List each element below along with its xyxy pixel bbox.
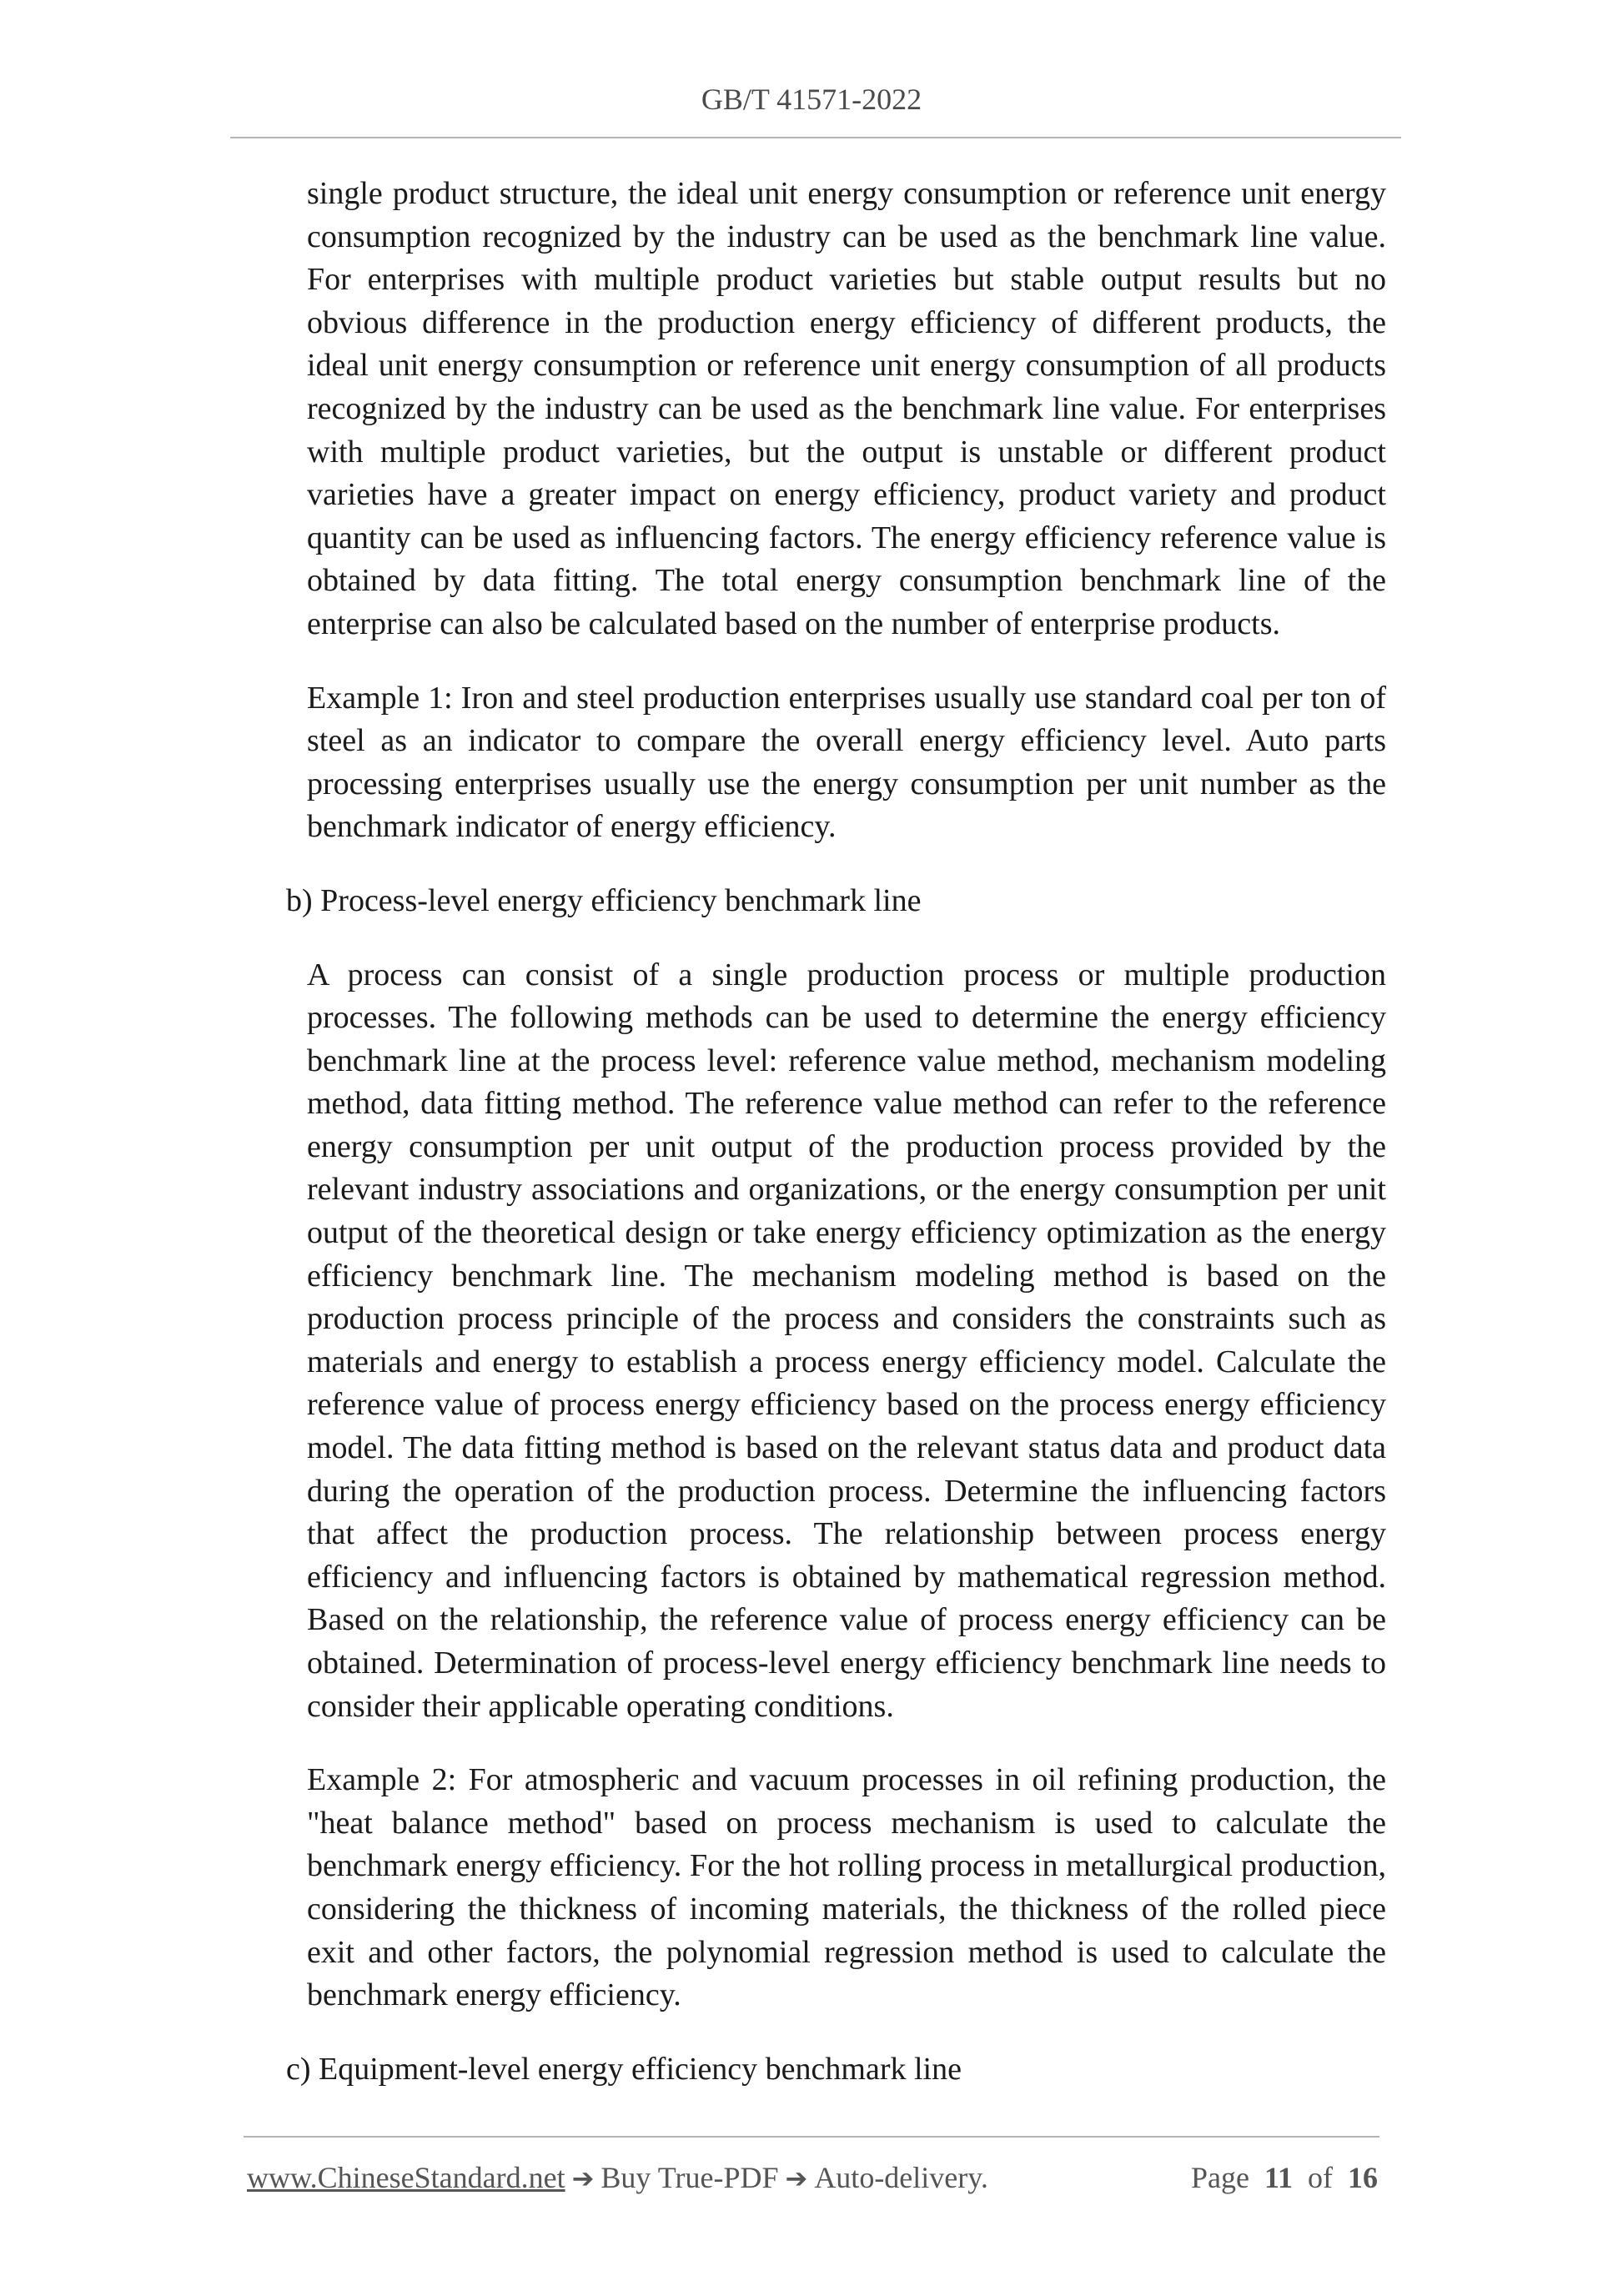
buy-pdf-link[interactable]: Buy True-PDF xyxy=(600,2161,779,2194)
header-divider xyxy=(230,137,1401,138)
auto-delivery-text: Auto-delivery. xyxy=(814,2161,988,2194)
right-arrow-icon: ➔ xyxy=(571,2163,595,2194)
page-label: Page xyxy=(1191,2161,1249,2194)
footer-promo xyxy=(247,2160,988,2195)
example-1: Example 1: Iron and steel production enterprises usually use standard coal per ton of steel as an indicator to compare the overall energy efficiency level. Auto parts processing enterprises usually use the energy consumption per unit number as the benchmark indicator of energy efficiency. xyxy=(307,680,1386,845)
page-total: 16 xyxy=(1348,2161,1378,2194)
list-item-c: c) Equipment-level energy efficiency benchmark line xyxy=(286,2051,962,2087)
paragraph-enterprise-benchmark: single product structure, the ideal unit energy consumption or reference unit energy consumption recognized by the industry can be used as the benchmark line value. For enterprises with multiple product varieties but stable output results but no obvious difference in the production energy efficiency of different products, the ideal unit energy consumption or reference unit energy consumption of all products recognized by the industry can be used as the benchmark line value. For enterprises with multiple product varieties, but the output is unstable or different product varieties have a greater impact on energy efficiency, product variety and product quantity can be used as influencing factors. The energy efficiency reference value is obtained by data fitting. The total energy consumption benchmark line of the enterprise can also be calculated based on the number of enterprise products. xyxy=(307,176,1386,641)
page-current: 11 xyxy=(1264,2161,1293,2194)
example-2: Example 2: For atmospheric and vacuum processes in oil refining production, the "heat balance method" based on process mechanism is used to calculate the benchmark energy efficiency. For the hot rolling process in metallurgical production, considering the thickness of incoming materials, the thickness of the rolled piece exit and other factors, the polynomial regression method is used to calculate the benchmark energy efficiency. xyxy=(307,1762,1386,2013)
of-label: of xyxy=(1308,2161,1333,2194)
right-arrow-icon: ➔ xyxy=(785,2163,808,2194)
list-item-b: b) Process-level energy efficiency benchmark line xyxy=(286,882,922,918)
page-body xyxy=(286,173,1386,2122)
document-code-header: GB/T 41571-2022 xyxy=(701,83,922,116)
footer-divider xyxy=(244,2136,1379,2138)
paragraph-process-benchmark: A process can consist of a single production process or multiple production processes. The following methods can be used to determine the energy efficiency benchmark line at the process level: reference value method, mechanism modeling method, data fitting method. The reference value method can refer to the reference energy consumption per unit output of the production process provided by the relevant industry associations and organizations, or the energy consumption per unit output of the theoretical design or take energy efficiency optimization as the energy efficiency benchmark line. The mechanism modeling method is based on the production process principle of the process and considers the constraints such as materials and energy to establish a process energy efficiency model. Calculate the reference value of process energy efficiency based on the process energy efficiency model. The data fitting method is based on the relevant status data and product data during the operation of the production process. Determine the influencing factors that affect the production process. The relationship between process energy efficiency and influencing factors is obtained by mathematical regression method. Based on the relationship, the reference value of process energy efficiency can be obtained. Determination of process-level energy efficiency benchmark line needs to consider their applicable operating conditions. xyxy=(307,957,1386,1724)
site-link[interactable]: www.ChineseStandard.net xyxy=(247,2161,565,2194)
page-number xyxy=(1191,2160,1378,2195)
